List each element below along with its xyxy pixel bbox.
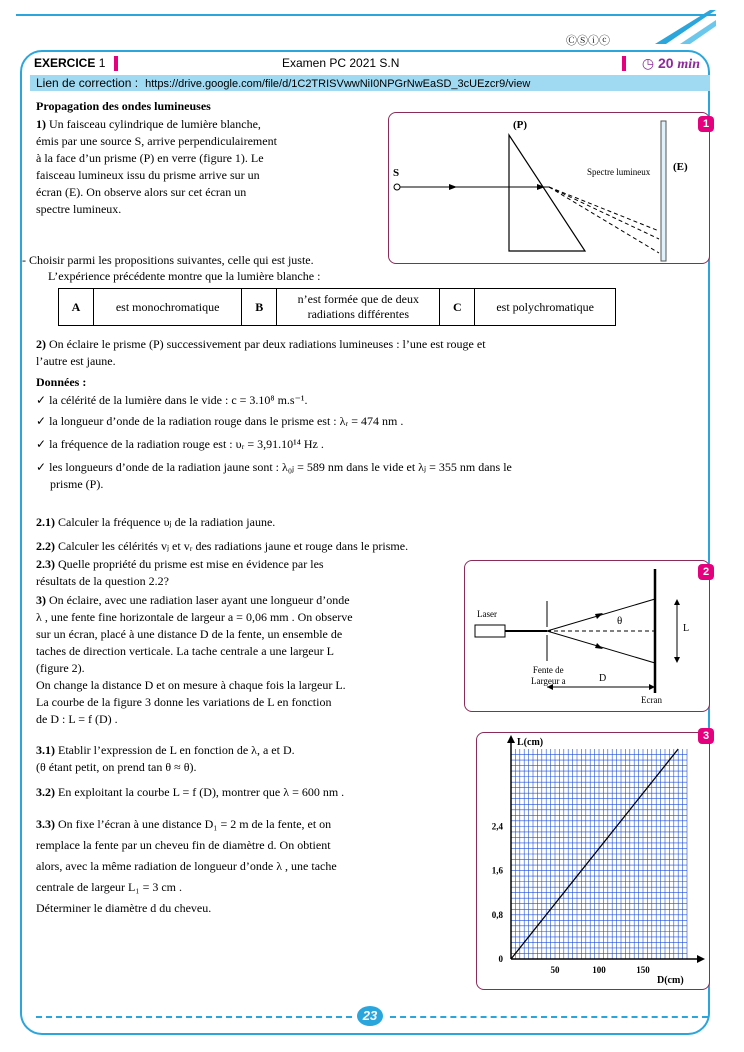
footer-rule-right	[390, 1016, 708, 1018]
corner-swoosh	[650, 6, 720, 46]
pink-marker	[114, 56, 118, 71]
donnees-list	[36, 392, 676, 493]
q32-text: 3.2) En exploitant la courbe L = f (D), montrer que λ = 600 nm .	[36, 785, 345, 799]
link-label: Lien de correction :	[36, 76, 139, 90]
data-item: ✓ la fréquence de la radiation rouge est : υᵣ = 3,91.10¹⁴ Hz .	[36, 437, 324, 451]
laser-label: Laser	[477, 609, 497, 619]
qcm-letter: B	[242, 289, 277, 326]
x-axis-label: D(cm)	[657, 975, 684, 986]
y-tick-label: 0,8	[491, 909, 503, 920]
q1-text: 1) Un faisceau cylindrique de lumière blanche, émis par une source S, arrive perpendiculairement à la face d’un prisme (P) en verre (figure 1). Le faisceau lumineux issu du prisme arrive sur un écran (E). On observe alors sur cet écran un spectre lumineux.	[36, 117, 277, 216]
clock-icon: ◷	[641, 55, 655, 71]
qcm-option-a[interactable]: est monochromatique	[94, 289, 242, 326]
figure-3-badge: 3	[698, 728, 714, 744]
page-number: 23	[357, 1006, 383, 1026]
license-icons: ⒸⓈⓘⓒ	[566, 34, 610, 47]
q1-choose: - Choisir parmi les propositions suivantes, celle qui est juste.	[22, 253, 314, 267]
section-title: Propagation des ondes lumineuses	[36, 99, 211, 113]
y-tick-label: 0	[498, 954, 503, 964]
qcm-letter: A	[59, 289, 94, 326]
chart-L-vs-D	[477, 733, 709, 989]
ecran-label: Ecran	[641, 695, 662, 705]
x-axis-arrow	[697, 955, 705, 963]
duration: ◷ 20 min	[641, 55, 700, 72]
screen-label: (E)	[673, 161, 688, 173]
q3-text: 3) On éclaire, avec une radiation laser ayant une longueur d’onde λ , une fente fine horizontale de largeur a = 0,06 mm . On observe sur un écran, placé à une distance D de la fente, un ensemble de taches de direction verticale. La tache centrale a une largeur L (figure 2). On change la distance D et on mesure à chaque fois la largeur L. La courbe de la figure 3 donne les variations de L en fonction de D : L = f (D) .	[36, 593, 353, 726]
figure-3	[476, 732, 710, 990]
prism-diagram	[389, 113, 709, 263]
slit-label: Fente de Largeur a	[531, 665, 566, 686]
exercise-label: EXERCICE 1	[34, 56, 106, 70]
y-axis-arrow	[507, 735, 515, 743]
figure-2	[464, 560, 710, 712]
data-item: ✓ les longueurs d’onde de la radiation jaune sont : λ₀ⱼ = 589 nm dans le vide et λⱼ = 355 nm dans le	[36, 460, 512, 474]
qcm-letter: C	[440, 289, 475, 326]
data-item-cont: prisme (P).	[50, 477, 104, 491]
q23-text: 2.3) Quelle propriété du prisme est mise en évidence par les résultats de la question 2.2?	[36, 557, 324, 588]
x-tick-label: 150	[636, 965, 650, 975]
q22-text: 2.2) Calculer les célérités vⱼ et vᵣ des radiations jaune et rouge dans le prisme.	[36, 539, 409, 553]
donnees-title: Données :	[36, 375, 87, 389]
y-tick-label: 2,4	[491, 821, 503, 832]
y-tick-label: 1,6	[491, 865, 503, 876]
data-item: ✓ la longueur d’onde de la radiation rouge dans le prisme est : λᵣ = 474 nm .	[36, 414, 404, 428]
qcm-option-b[interactable]: n’est formée que de deux radiations différentes	[277, 289, 440, 326]
q21-text: 2.1) Calculer la fréquence υⱼ de la radiation jaune.	[36, 515, 276, 529]
spectrum-label: Spectre lumineux	[587, 167, 651, 177]
prism-label: (P)	[513, 119, 528, 131]
q33-text: 3.3) On fixe l’écran à une distance D₁ = 2 m de la fente, et on remplace la fente par un cheveu fin de diamètre d. On obtient alors, avec la même radiation de longueur d’onde λ , une tache centrale de largeur L₁ = 3 cm . Déterminer le diamètre d du cheveu.	[36, 817, 337, 915]
x-tick-label: 50	[550, 965, 560, 975]
x-tick-label: 100	[592, 965, 606, 975]
figure-1	[388, 112, 710, 264]
q1-stem: L’expérience précédente montre que la lumière blanche :	[48, 269, 321, 283]
data-item: ✓ la célérité de la lumière dans le vide : c = 3.10⁸ m.s⁻¹.	[36, 393, 308, 407]
distance-label: D	[599, 673, 607, 684]
correction-link[interactable]: https://drive.google.com/file/d/1C2TRISVwwNiI0NPGrNwEaSD_3cUEzcr9/view	[145, 78, 531, 90]
q31-text: 3.1) Etablir l’expression de L en fonction de λ, a et D. (θ étant petit, on prend tan θ ≈ θ).	[36, 743, 295, 774]
width-label: L	[683, 623, 690, 634]
theta-label: θ	[617, 615, 623, 627]
diffraction-diagram	[465, 561, 709, 711]
qcm-table	[58, 288, 616, 326]
figure-2-badge: 2	[698, 564, 714, 580]
figure-1-badge: 1	[698, 116, 714, 132]
pink-marker	[622, 56, 626, 71]
q2-text: 2) On éclaire le prisme (P) successivement par deux radiations lumineuses : l’une est rouge et l’autre est jaune.	[36, 337, 486, 368]
y-axis-label: L(cm)	[517, 737, 544, 748]
exam-title: Examen PC 2021 S.N	[282, 56, 400, 70]
top-rule	[16, 14, 716, 16]
exercise-header	[32, 56, 708, 72]
qcm-option-c[interactable]: est polychromatique	[475, 289, 616, 326]
footer-rule-left	[36, 1016, 352, 1018]
source-label: S	[393, 167, 400, 179]
correction-link-bar	[30, 75, 710, 91]
